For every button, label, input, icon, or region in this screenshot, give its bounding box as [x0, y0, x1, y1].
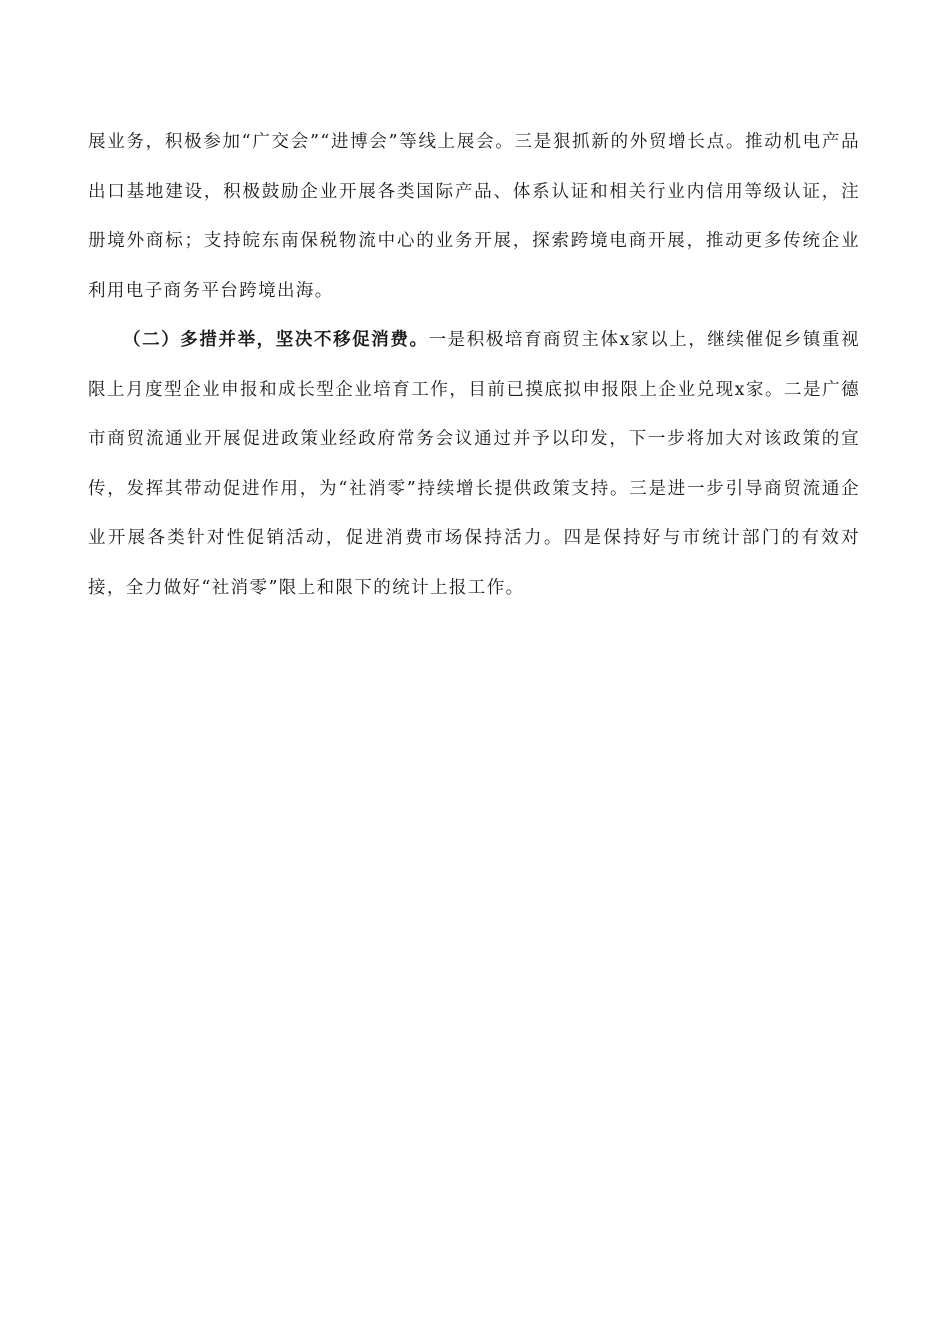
paragraph-continuation	[88, 118, 860, 316]
section-heading: （二）多措并举，坚决不移促消费。	[123, 330, 429, 350]
paragraph-text: 展业务，积极参加“广交会”“进博会”等线上展会。三是狠抓新的外贸增长点。推动机电产品出口基地建设，积极鼓励企业开展各类国际产品、体系认证和相关行业内信用等级认证，注册境外商标；支持皖东南保税物流中心的业务开展，探索跨境电商开展，推动更多传统企业利用电子商务平台跨境出海。	[88, 132, 860, 301]
document-body	[88, 118, 860, 613]
paragraph-text: 一是积极培育商贸主体x家以上，继续催促乡镇重视限上月度型企业申报和成长型企业培育工作，目前已摸底拟申报限上企业兑现x家。二是广德市商贸流通业开展促进政策业经政府常务会议通过并予以印发，下一步将加大对该政策的宣传，发挥其带动促进作用，为“社消零”持续增长提供政策支持。三是进一步引导商贸流通企业开展各类针对性促销活动，促进消费市场保持活力。四是保持好与市统计部门的有效对接，全力做好“社消零”限上和限下的统计上报工作。	[88, 330, 860, 598]
paragraph-section-two	[88, 316, 860, 613]
